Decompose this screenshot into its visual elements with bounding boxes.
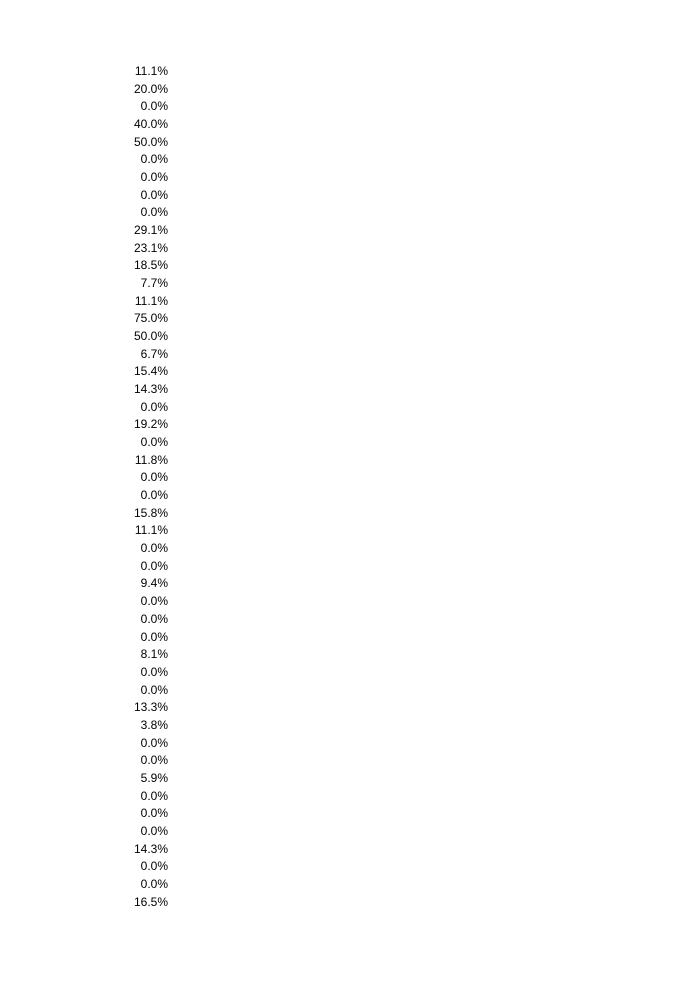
percentage-cell: 29.1%: [133, 223, 168, 238]
percentage-cell: 0.0%: [140, 488, 168, 503]
percentage-cell: 0.0%: [140, 682, 168, 697]
percentage-cell: 11.1%: [134, 523, 168, 538]
percentage-cell: 9.4%: [140, 576, 168, 591]
percentage-cell: 23.1%: [133, 240, 168, 255]
percentage-cell: 0.0%: [140, 611, 168, 626]
percentage-cell: 15.4%: [133, 364, 168, 379]
percentage-cell: 0.0%: [140, 170, 168, 185]
percentage-cell: 14.3%: [133, 841, 168, 856]
percentage-cell: 0.0%: [140, 664, 168, 679]
percentage-cell: 19.2%: [133, 417, 168, 432]
percentage-cell: 3.8%: [140, 717, 168, 732]
percentage-cell: 15.8%: [133, 505, 168, 520]
percentage-cell: 0.0%: [140, 753, 168, 768]
percentage-column: [120, 63, 168, 911]
percentage-cell: 0.0%: [140, 876, 168, 891]
percentage-cell: 18.5%: [133, 258, 168, 273]
percentage-cell: 11.1%: [134, 64, 168, 78]
percentage-cell: 0.0%: [140, 735, 168, 750]
percentage-cell: 0.0%: [140, 859, 168, 874]
percentage-cell: 0.0%: [140, 594, 168, 609]
percentage-cell: 75.0%: [133, 311, 168, 326]
percentage-cell: 0.0%: [140, 187, 168, 202]
percentage-cell: 0.0%: [140, 541, 168, 556]
percentage-cell: 7.7%: [140, 276, 168, 291]
percentage-cell: 0.0%: [140, 558, 168, 573]
percentage-cell: 0.0%: [140, 788, 168, 803]
percentage-cell: 8.1%: [140, 647, 168, 662]
percentage-cell: 0.0%: [140, 399, 168, 414]
percentage-cell: 20.0%: [133, 81, 168, 96]
percentage-cell: 6.7%: [140, 346, 168, 361]
percentage-cell: 50.0%: [133, 134, 168, 149]
percentage-cell: 16.5%: [133, 894, 168, 909]
percentage-cell: 0.0%: [140, 435, 168, 450]
percentage-cell: 11.8%: [134, 452, 168, 467]
percentage-cell: 40.0%: [133, 117, 168, 132]
percentage-cell: 0.0%: [140, 823, 168, 838]
percentage-cell: 14.3%: [133, 382, 168, 397]
percentage-cell: 0.0%: [140, 99, 168, 114]
percentage-cell: 0.0%: [140, 205, 168, 220]
percentage-cell: 0.0%: [140, 470, 168, 485]
percentage-cell: 50.0%: [133, 329, 168, 344]
percentage-cell: 0.0%: [140, 152, 168, 167]
percentage-cell: 0.0%: [140, 629, 168, 644]
percentage-cell: 11.1%: [134, 293, 168, 308]
percentage-cell: 5.9%: [140, 770, 168, 785]
percentage-cell: 13.3%: [133, 700, 168, 715]
percentage-cell: 0.0%: [140, 806, 168, 821]
